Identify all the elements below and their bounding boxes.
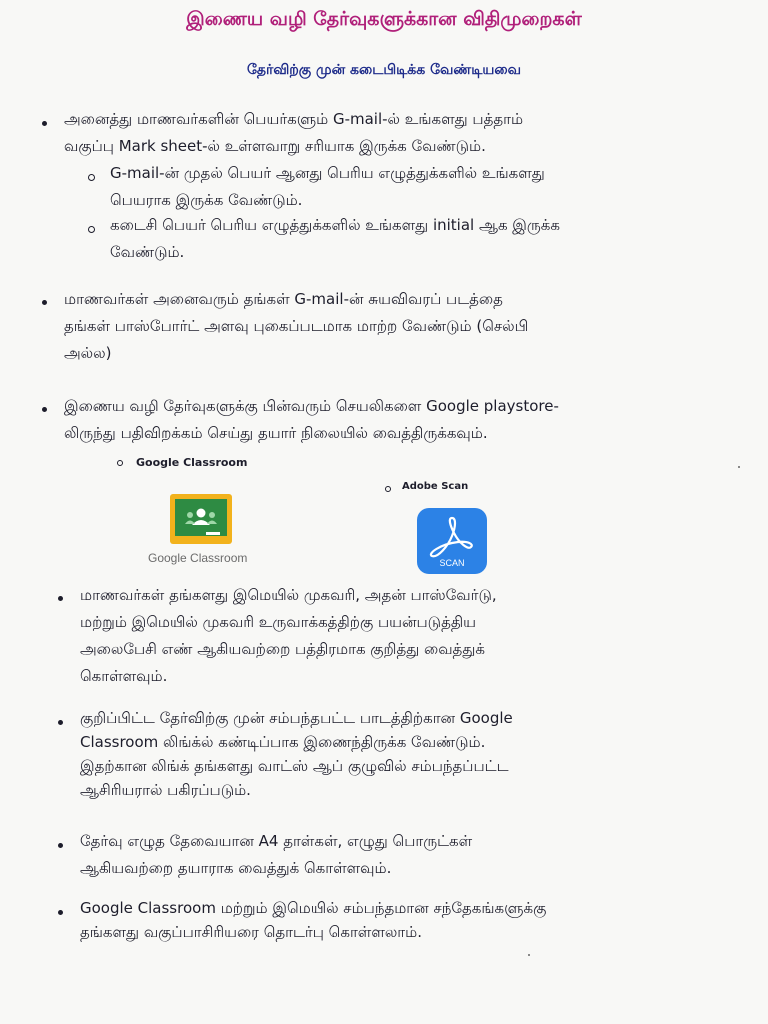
classroom-logo-text: Google Classroom: [148, 551, 248, 565]
item-line: அலைபேசி எண் ஆகியவற்றை பத்திரமாக குறித்து வைத்துக்: [80, 640, 485, 658]
adobe-scan-app-icon: [417, 508, 487, 574]
scan-icon-text: SCAN: [439, 558, 465, 568]
item-line: மாணவர்கள் அனைவரும் தங்கள் G-mail-ன் சுயவிவரப் படத்தை: [64, 290, 503, 308]
item-line: Classroom லிங்க்ல் கண்டிப்பாக இணைந்திருக்க வேண்டும்.: [80, 733, 486, 751]
bullet-marker: [42, 407, 47, 412]
bullet-marker: [58, 843, 63, 848]
scan-app-label: Adobe Scan: [402, 481, 469, 492]
page-title: இணைய வழி தேர்வுகளுக்கான விதிமுறைகள்: [186, 8, 582, 30]
bullet-marker: [58, 720, 63, 725]
item-line: மாணவர்கள் தங்களது இமெயில் முகவரி, அதன் பாஸ்வேர்டு,: [80, 586, 497, 604]
sub-bullet-marker: [88, 226, 95, 233]
list-item: [80, 828, 712, 882]
list-item: [64, 106, 712, 160]
bullet-marker: [58, 910, 63, 915]
item-line: பெயராக இருக்க வேண்டும்.: [110, 191, 303, 209]
item-line: Google Classroom மற்றும் இமெயில் சம்பந்தமான சந்தேகங்களுக்கு: [80, 899, 547, 917]
list-item: [80, 706, 712, 802]
item-line: தேர்வு எழுத தேவையான A4 தாள்கள், எழுது பொருட்கள்: [80, 832, 473, 850]
item-line: மற்றும் இமெயில் முகவரி உருவாக்கத்திற்கு பயன்படுத்திய: [80, 613, 476, 631]
list-item: [80, 896, 712, 944]
item-line: இணைய வழி தேர்வுகளுக்கு பின்வரும் செயலிகளை Google playstore-: [64, 397, 559, 415]
sub-bullet-marker: [385, 486, 391, 492]
item-line: கொள்ளவும்.: [80, 667, 168, 685]
item-line: குறிப்பிட்ட தேர்விற்கு முன் சம்பந்தபட்ட பாடத்திற்கான Google: [80, 709, 513, 727]
sub-list-item: [110, 160, 712, 214]
list-item: [64, 286, 712, 367]
classroom-app-label: Google Classroom: [136, 456, 248, 469]
item-line: கடைசி பெயர் பெரிய எழுத்துக்களில் உங்களது initial ஆக இருக்க: [110, 216, 560, 234]
sub-list-item: [110, 212, 712, 266]
item-line: தங்கள் பாஸ்போர்ட் அளவு புகைப்படமாக மாற்ற வேண்டும் (செல்பி: [64, 317, 529, 335]
item-line: தங்களது வகுப்பாசிரியரை தொடர்பு கொள்ளலாம்.: [80, 923, 422, 941]
item-line: லிருந்து பதிவிறக்கம் செய்து தயார் நிலையில் வைத்திருக்கவும்.: [64, 424, 488, 442]
page-subtitle: தேர்விற்கு முன் கடைபிடிக்க வேண்டியவை: [246, 62, 522, 78]
list-item: [64, 393, 712, 447]
sub-bullet-marker: [88, 174, 95, 181]
bullet-marker: [42, 121, 47, 126]
bullet-marker: [58, 596, 63, 601]
item-line: அனைத்து மாணவர்களின் பெயர்களும் G-mail-ல் உங்களது பத்தாம்: [64, 110, 524, 128]
scan-speck: [738, 466, 740, 468]
item-line: வேண்டும்.: [110, 243, 185, 261]
item-line: ஆசிரியரால் பகிரப்படும்.: [80, 781, 251, 799]
item-line: இதற்கான லிங்க் தங்களது வாட்ஸ் ஆப் குழுவில் சம்பந்தப்பட்ட: [80, 757, 509, 775]
item-line: G-mail-ன் முதல் பெயர் ஆனது பெரிய எழுத்துக்களில் உங்களது: [110, 164, 545, 182]
sub-bullet-marker: [117, 460, 123, 466]
list-item: [80, 582, 712, 690]
google-classroom-logo-icon: [170, 494, 232, 544]
item-line: ஆகியவற்றை தயாராக வைத்துக் கொள்ளவும்.: [80, 859, 392, 877]
item-line: அல்ல): [64, 344, 112, 362]
scan-speck: [528, 954, 530, 956]
bullet-marker: [42, 300, 47, 305]
item-line: வகுப்பு Mark sheet-ல் உள்ளவாறு சரியாக இருக்க வேண்டும்.: [64, 137, 486, 155]
